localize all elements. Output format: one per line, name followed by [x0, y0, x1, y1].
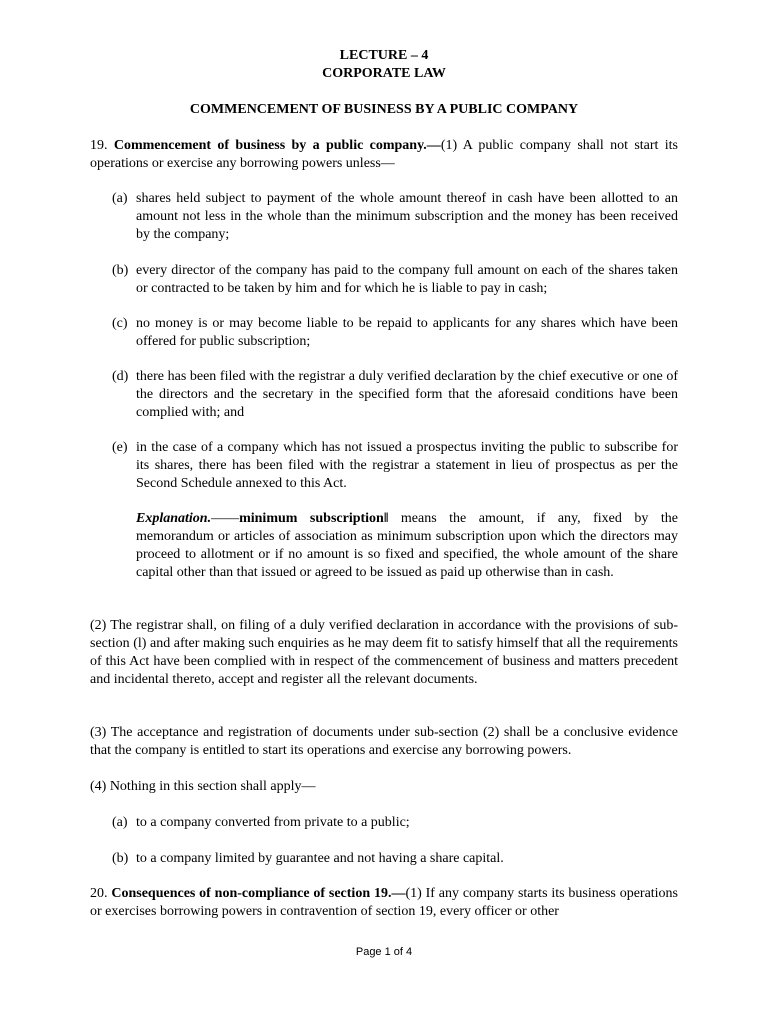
section-20-text: (1) If any company starts its business operations or exercises borrowing powers in contravention of section 19, every officer or other [90, 886, 679, 919]
clause-label: (b) [112, 851, 129, 866]
clause-a [112, 190, 678, 244]
explanation [136, 510, 678, 582]
clause-text: no money is or may become liable to be repaid to applicants for any shares which have been offered for public subscription; [136, 316, 678, 349]
clause-label: (c) [112, 316, 128, 331]
clause-e [112, 439, 678, 493]
clause-text: shares held subject to payment of the whole amount thereof in cash have been allotted to an amount not less in the whole than the minimum subscription and the money has been received by the company; [136, 191, 678, 242]
clause-label: (a) [112, 815, 128, 830]
sub4-clause-a [112, 814, 678, 832]
clause-text: in the case of a company which has not issued a prospectus inviting the public to subscribe for its shares, there has been filed with the registrar a statement in lieu of prospectus as per the Second Schedule annexed to this Act. [136, 440, 678, 491]
section-20 [90, 885, 678, 921]
sub-section-4: (4) Nothing in this section shall apply— [90, 779, 316, 794]
clause-label: (b) [112, 263, 129, 278]
clause-c [112, 315, 678, 351]
section-20-number: 20. [90, 886, 112, 901]
section-20-heading: Consequences of non-compliance of section 19.— [111, 886, 406, 901]
sub-section-3: (3) The acceptance and registration of documents under sub-section (2) shall be a conclusive evidence that the company is entitled to start its operations and exercise any borrowing powers. [90, 725, 678, 758]
section-19-intro [90, 137, 678, 173]
sub-section-2: (2) The registrar shall, on filing of a duly verified declaration in accordance with the provisions of sub-section (l) and after making such enquiries as he may deem fit to satisfy himself that all the requirements of this Act have been complied with in respect of the commencement of business and matters precedent and incidental thereto, accept and register all the relevant documents. [90, 618, 678, 687]
section-title: COMMENCEMENT OF BUSINESS BY A PUBLIC COMPANY [189, 102, 579, 117]
clause-label: (e) [112, 440, 128, 455]
section-19-number: 19. [90, 138, 114, 153]
subject-heading: CORPORATE LAW [322, 66, 446, 81]
clause-d [112, 368, 678, 422]
explanation-term: minimum subscription‖ [239, 511, 389, 526]
clause-label: (d) [112, 369, 129, 384]
clause-text: every director of the company has paid to the company full amount on each of the shares taken or contracted to be taken by him and for which he is liable to pay in cash; [136, 263, 678, 296]
sub4-clause-b [112, 850, 678, 868]
clause-text: there has been filed with the registrar a duly verified declaration by the chief executive or one of the directors and the secretary in the specified form that the aforesaid conditions have been complied with; and [136, 369, 678, 420]
clause-b [112, 262, 678, 298]
clause-text: to a company limited by guarantee and not having a share capital. [136, 851, 504, 866]
explanation-label: Explanation. [136, 511, 212, 526]
explanation-dash: —— [211, 511, 240, 526]
lecture-heading: LECTURE – 4 [339, 48, 429, 63]
clause-text: to a company converted from private to a public; [136, 815, 410, 830]
page-number-footer: Page 1 of 4 [355, 946, 413, 958]
explanation-text: means the amount, if any, fixed by the memorandum or articles of association as minimum subscription upon which the directors may proceed to allotment or if no amount is so fixed and specified, the whole amount of the share capital other than that issued or agreed to be issued as paid up otherwise than in cash. [136, 511, 678, 580]
section-19-intro-text: (1) A public company shall not start its operations or exercise any borrowing powers unless— [90, 138, 679, 171]
section-19-heading: Commencement of business by a public company.— [113, 138, 441, 153]
clause-label: (a) [112, 191, 128, 206]
